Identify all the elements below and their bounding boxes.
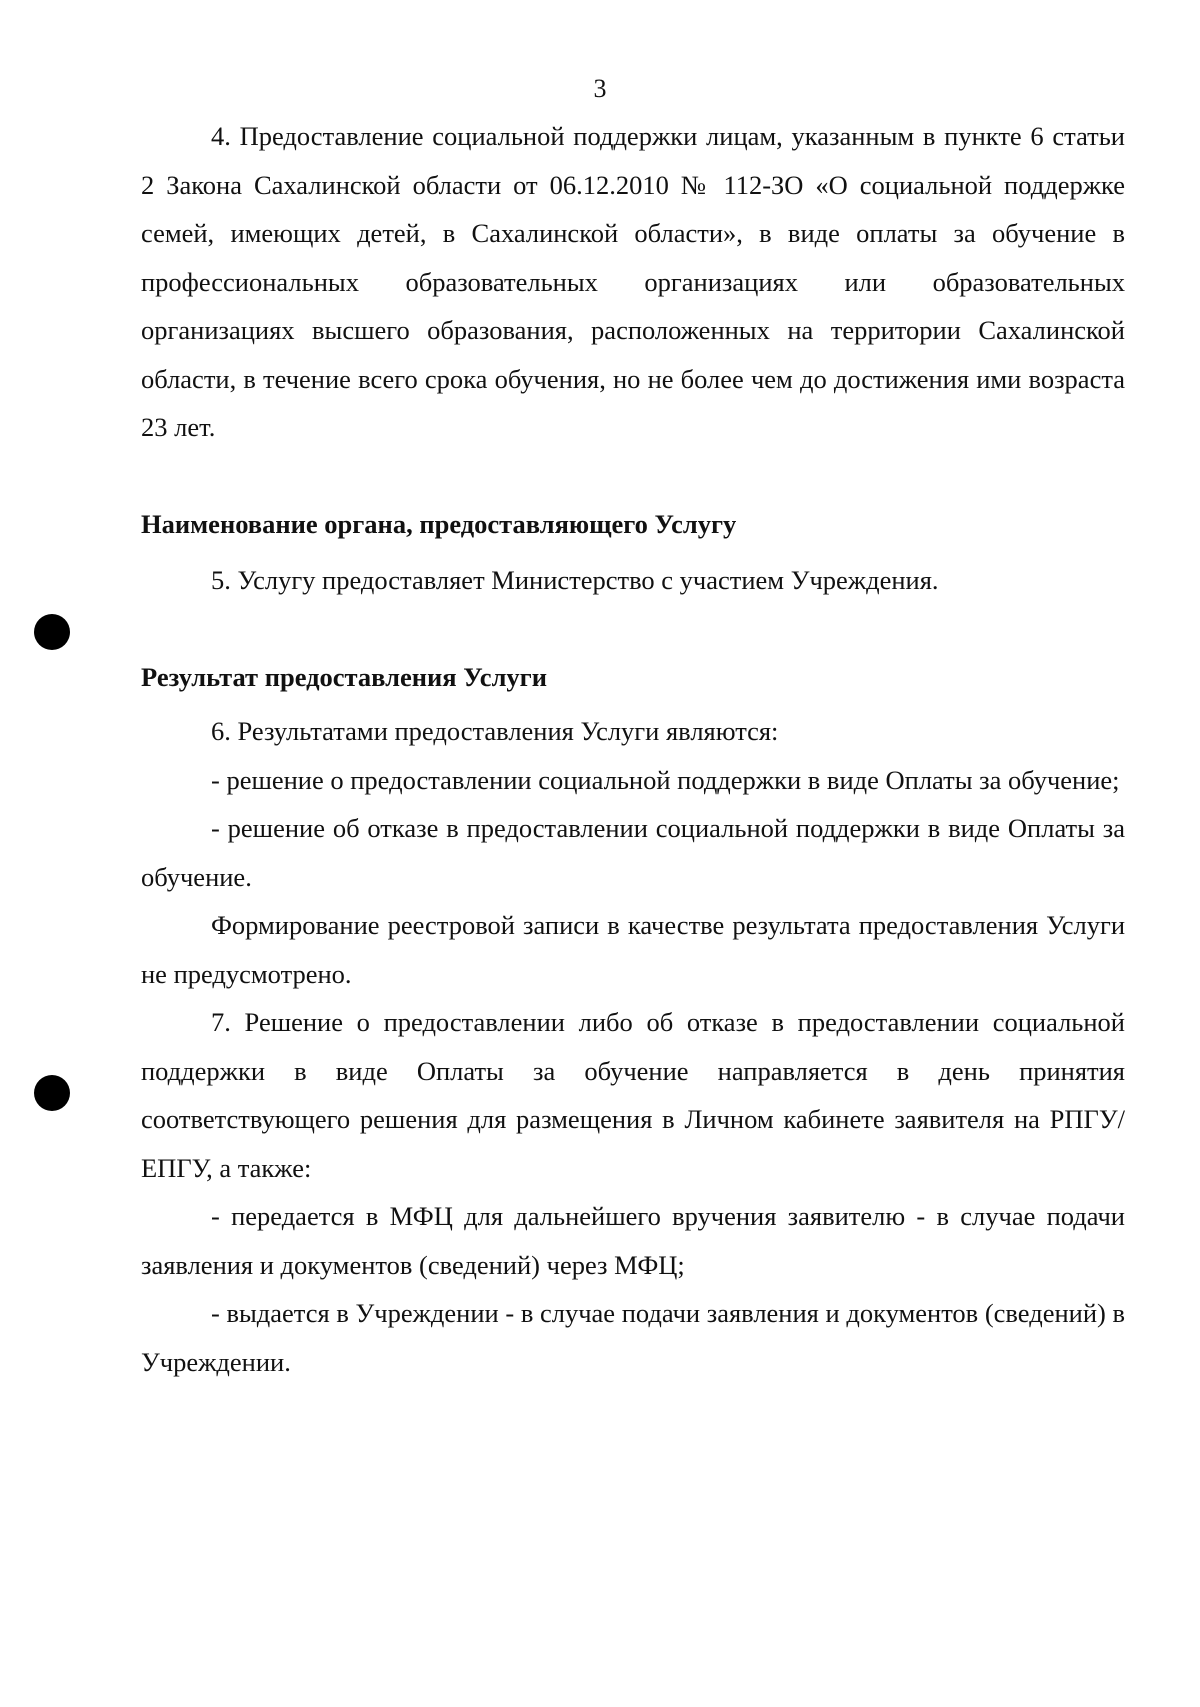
paragraph-registry: Формирование реестровой записи в качестве результата предоставления Услуги не предусмотрено. (141, 910, 1125, 989)
paragraph-5: 5. Услугу предоставляет Министерство с участием Учреждения. (211, 565, 939, 595)
page-number: 3 (593, 74, 607, 103)
spacer (141, 605, 1125, 653)
list-item-7-2: - выдается в Учреждении - в случае подачи заявления и документов (сведений) в Учреждении. (141, 1298, 1125, 1377)
paragraph-4: 4. Предоставление социальной поддержки лицам, указанным в пункте 6 статьи 2 Закона Сахалинской области от 06.12.2010 № 112-ЗО «О социальной поддержке семей, имеющих детей, в Сахалинской области», в виде оплаты за обучение в профессиональных образовательных организациях или образовательных организациях высшего образования, расположенных на территории Сахалинской области, в течение всего срока обучения, но не более чем до достижения ими возраста 23 лет. (141, 121, 1125, 442)
list-item-6-2: - решение об отказе в предоставлении социальной поддержки в виде Оплаты за обучение. (141, 813, 1125, 892)
punch-hole-top (34, 614, 70, 650)
list-item-7-1: - передается в МФЦ для дальнейшего вручения заявителю - в случае подачи заявления и документов (сведений) через МФЦ; (141, 1201, 1125, 1280)
paragraph-6: 6. Результатами предоставления Услуги являются: (211, 716, 779, 746)
document-body (141, 112, 1125, 1386)
punch-hole-bottom (34, 1075, 70, 1111)
section-heading-result: Результат предоставления Услуги (141, 661, 547, 692)
paragraph-7: 7. Решение о предоставлении либо об отказе в предоставлении социальной поддержки в виде Оплаты за обучение направляется в день принятия соответствующего решения для размещения в Личном кабинете заявителя на РПГУ/ЕПГУ, а также: (141, 1007, 1125, 1183)
section-heading-organ: Наименование органа, предоставляющего Услугу (141, 508, 737, 539)
list-item-6-1: - решение о предоставлении социальной поддержки в виде Оплаты за обучение; (211, 764, 1120, 795)
spacer (141, 548, 1125, 556)
spacer (141, 452, 1125, 500)
